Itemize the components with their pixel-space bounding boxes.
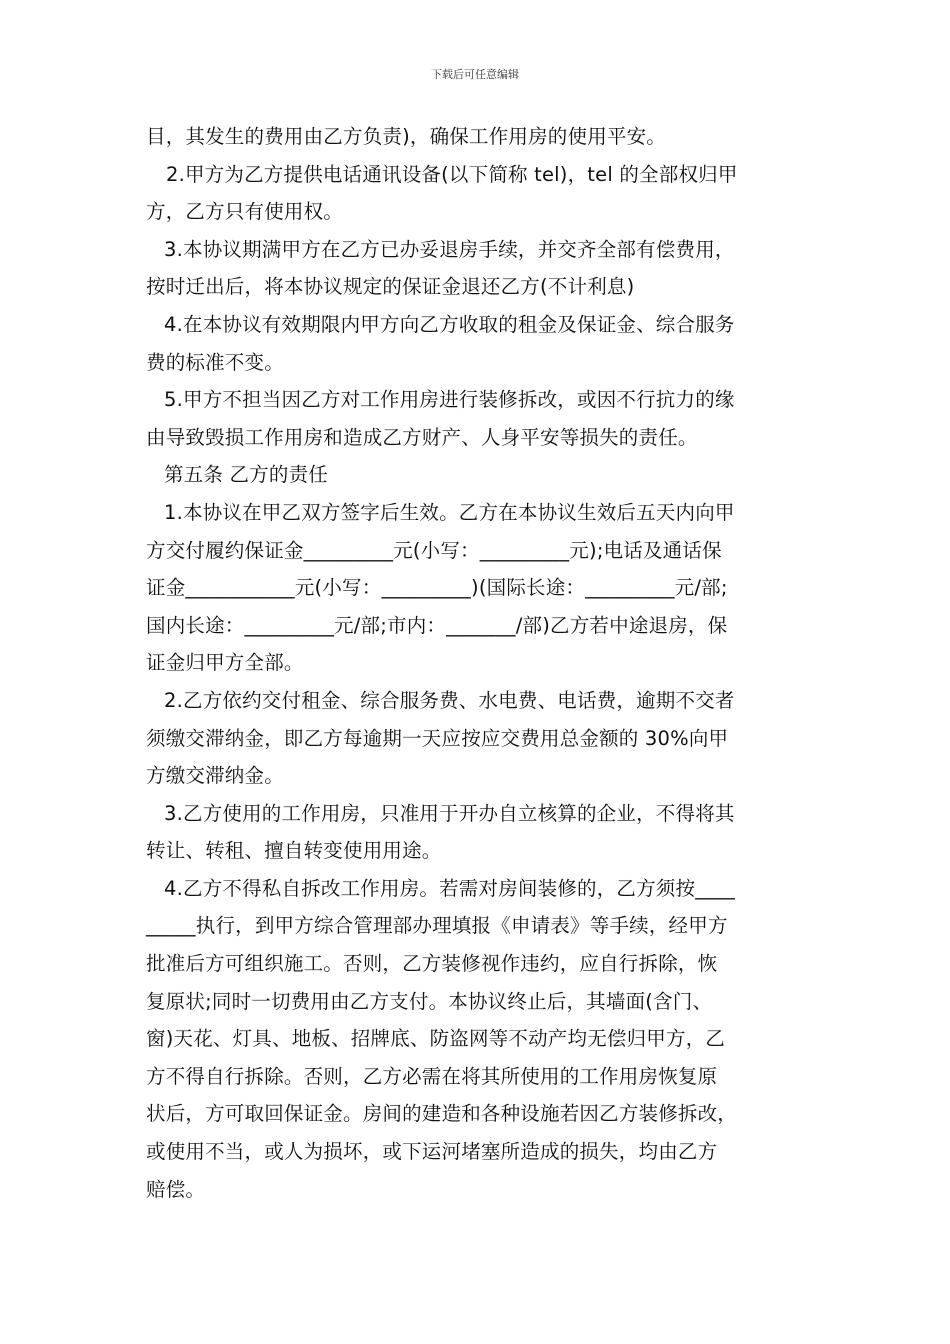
document-body: [146, 118, 810, 1208]
text-line: 或使用不当，或人为损坏，或下运河堵塞所造成的损失，均由乙方: [146, 1140, 718, 1164]
text-line: 批准后方可组织施工。否则，乙方装修视作违约，应自行拆除，恢: [146, 952, 718, 976]
text-line: 费的标准不变。: [146, 350, 284, 374]
text-line: 目，其发生的费用由乙方负责)，确保工作用房的使用平安。: [146, 125, 667, 148]
section-heading: 第五条 乙方的责任: [164, 463, 328, 487]
text-line: 方缴交滞纳金。: [146, 764, 284, 788]
text-line: _____执行，到甲方综合管理部办理填报《申请表》等手续，经甲方: [146, 914, 728, 938]
text-line: 转让、转租、擅自转变使用用途。: [146, 839, 442, 863]
text-line: 按时迁出后，将本协议规定的保证金退还乙方(不计利息): [146, 275, 635, 299]
text-line: 3.本协议期满甲方在乙方已办妥退房手续，并交齐全部有偿费用，: [164, 237, 735, 261]
text-line: 须缴交滞纳金，即乙方每逾期一天应按应交费用总金额的 30%向甲: [146, 726, 729, 750]
text-line: 窗)天花、灯具、地板、招牌底、防盗网等不动产均无偿归甲方，乙: [146, 1027, 726, 1051]
text-line: 证金___________元(小写：_________)(国际长途：_________元/部;: [146, 576, 728, 600]
text-line: 4.在本协议有效期限内甲方向乙方收取的租金及保证金、综合服务: [164, 312, 735, 336]
text-line: 3.乙方使用的工作用房，只准用于开办自立核算的企业，不得将其: [164, 801, 735, 825]
text-line: 4.乙方不得私自拆改工作用房。若需对房间装修的，乙方须按____: [164, 876, 736, 900]
text-line: 2.甲方为乙方提供电话通讯设备(以下简称 tel)，tel 的全部权归甲: [166, 162, 738, 186]
text-line: 方不得自行拆除。否则，乙方必需在将其所使用的工作用房恢复原: [146, 1064, 718, 1088]
text-line: 证金归甲方全部。: [146, 651, 304, 675]
text-line: 由导致毁损工作用房和造成乙方财产、人身平安等损失的责任。: [146, 425, 698, 449]
text-line: 赔偿。: [146, 1177, 206, 1201]
text-line: 方，乙方只有使用权。: [146, 200, 344, 224]
text-line: 1.本协议在甲乙双方签字后生效。乙方在本协议生效后五天内向甲: [164, 500, 735, 524]
text-line: 5.甲方不担当因乙方对工作用房进行装修拆改，或因不行抗力的缘: [164, 388, 735, 412]
text-line: 状后，方可取回保证金。房间的建造和各种设施若因乙方装修拆改，: [146, 1102, 738, 1126]
text-line: 方交付履约保证金_________元(小写：_________元);电话及通话保: [146, 538, 722, 562]
text-line: 2.乙方依约交付租金、综合服务费、水电费、电话费，逾期不交者: [164, 688, 735, 712]
text-line: 复原状;同时一切费用由乙方支付。本协议终止后，其墙面(含门、: [146, 989, 713, 1013]
text-line: 国内长途：_________元/部;市内：_______/部)乙方若中途退房，保: [146, 613, 728, 637]
page-header: 下载后可任意编辑: [431, 68, 519, 81]
